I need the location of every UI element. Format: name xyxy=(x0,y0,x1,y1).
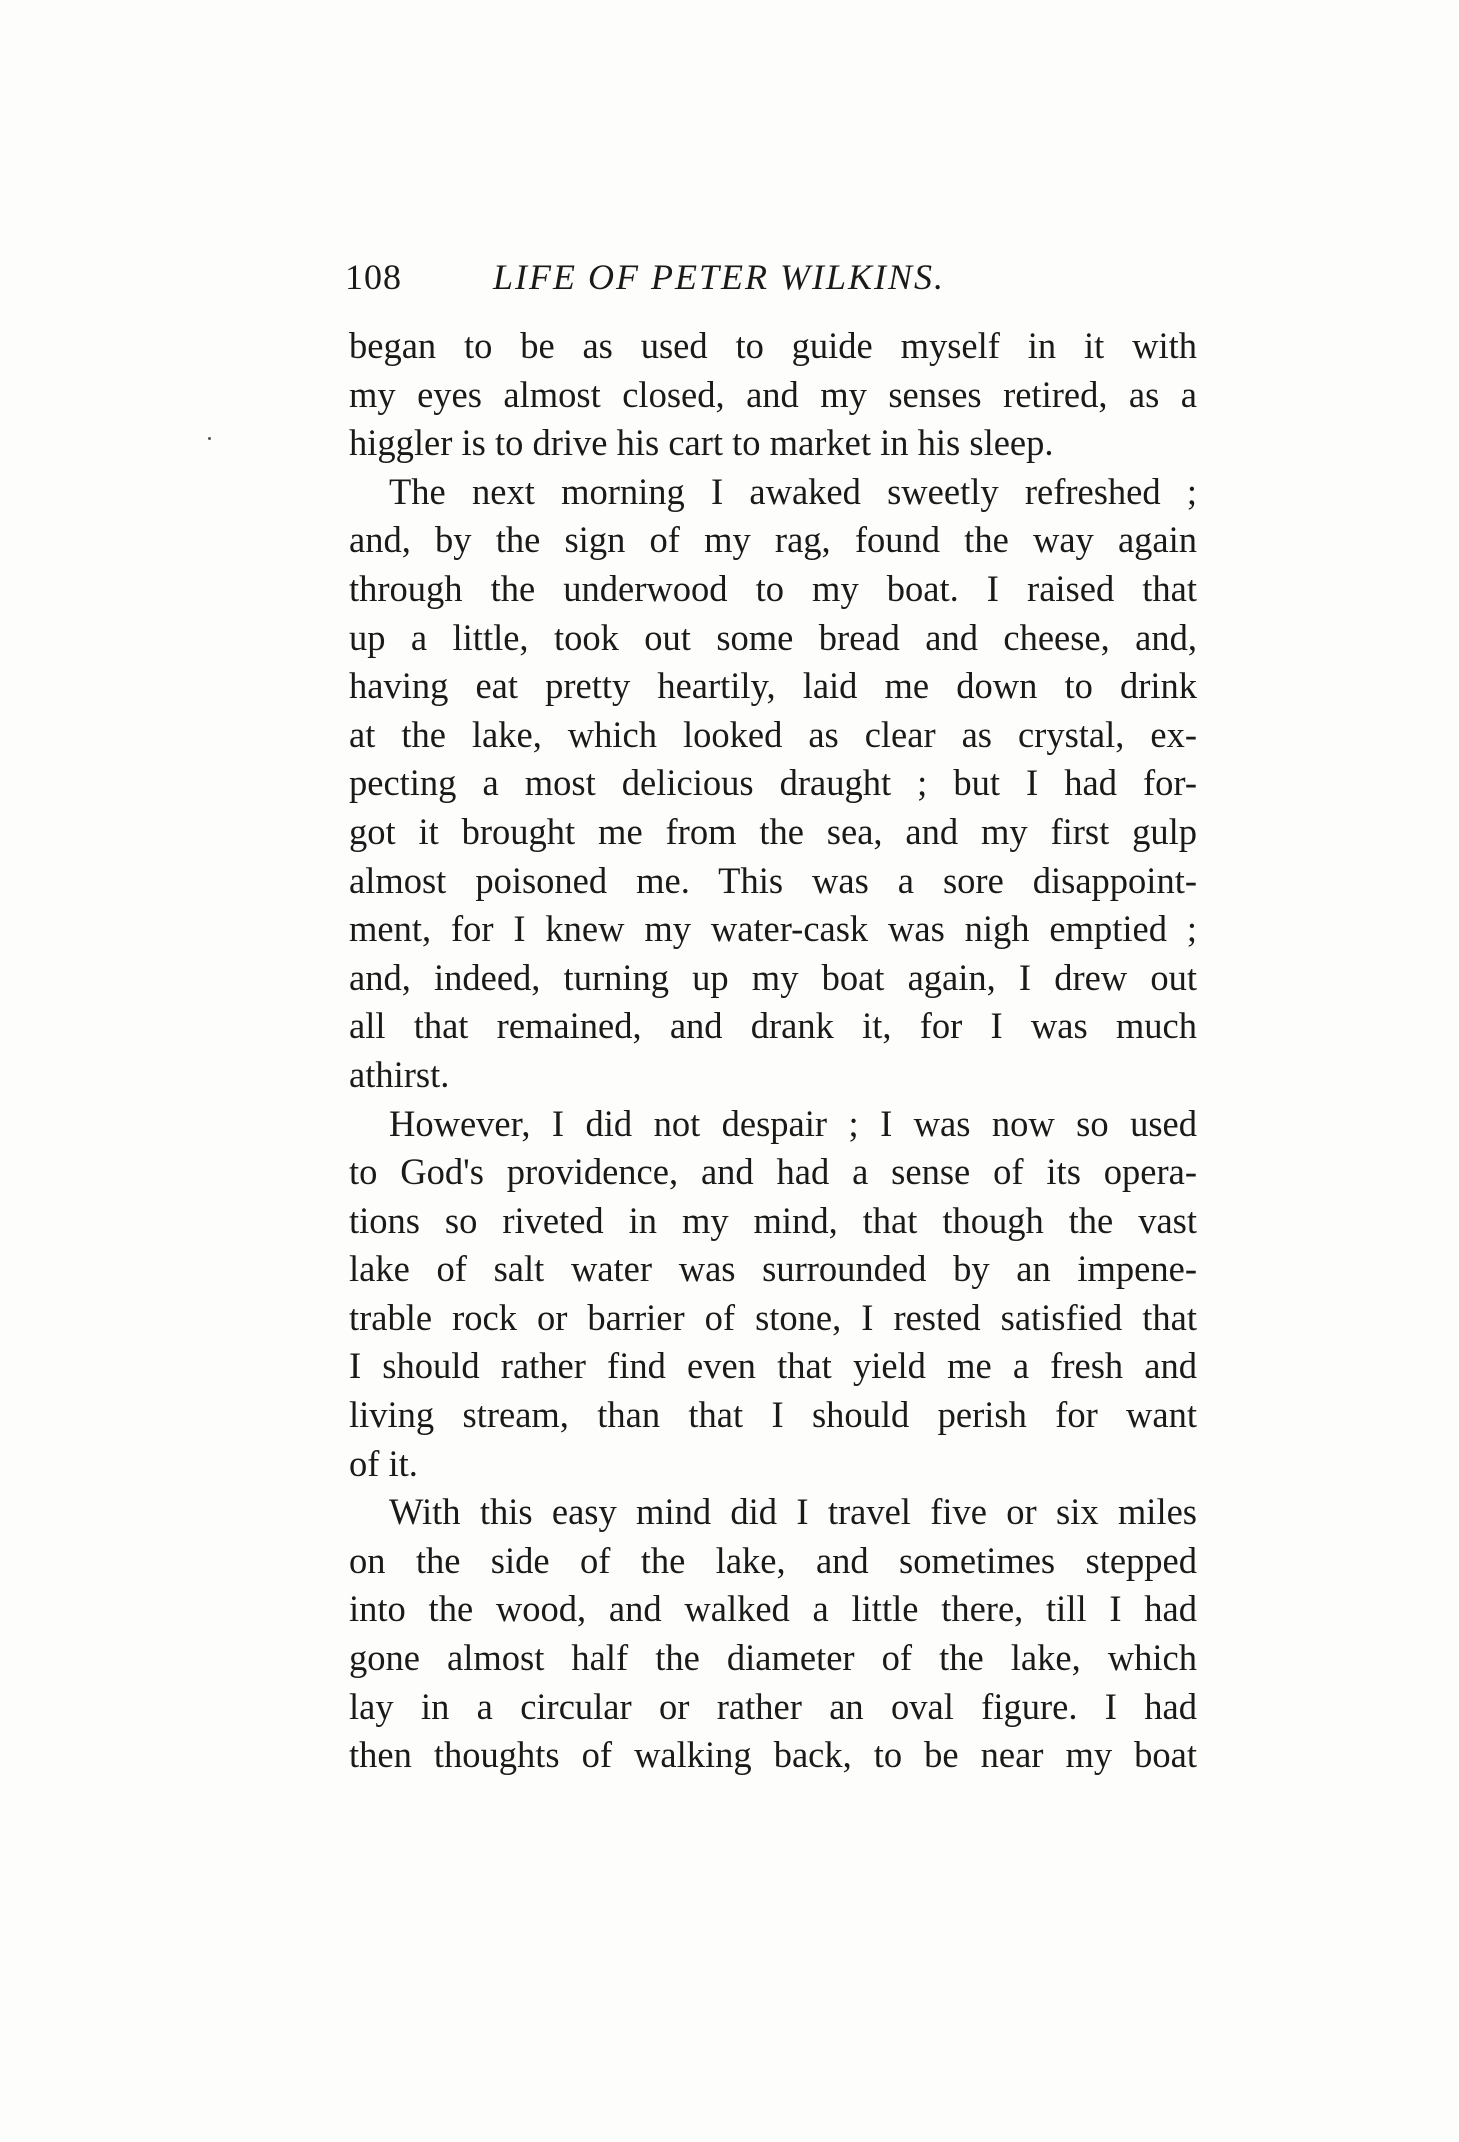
text-line: trable rock or barrier of stone, I rested satisfied that xyxy=(349,1296,1197,1338)
text-line: lay in a circular or rather an oval figure. I had xyxy=(349,1685,1197,1727)
text-line: on the side of the lake, and sometimes stepped xyxy=(349,1539,1197,1581)
text-line: of it. xyxy=(349,1442,418,1484)
paragraph-first-line: With this easy mind did I travel five or six miles xyxy=(389,1491,1197,1533)
stray-ink-mark xyxy=(208,437,211,440)
text-line: gone almost half the diameter of the lake, which xyxy=(349,1637,1197,1679)
text-line: living stream, than that I should perish for want xyxy=(349,1394,1197,1436)
text-line: all that remained, and drank it, for I was much xyxy=(349,1005,1197,1047)
text-line: to God's providence, and had a sense of its opera- xyxy=(349,1151,1197,1193)
text-line: having eat pretty heartily, laid me down to drink xyxy=(349,665,1197,707)
text-line: ment, for I knew my water-cask was nigh emptied ; xyxy=(349,908,1197,950)
text-line: lake of salt water was surrounded by an impene- xyxy=(349,1248,1197,1290)
text-line: my eyes almost closed, and my senses retired, as a xyxy=(349,373,1197,415)
text-line: through the underwood to my boat. I raised that xyxy=(349,567,1197,609)
text-line: tions so riveted in my mind, that though the vast xyxy=(349,1199,1197,1241)
text-line: up a little, took out some bread and cheese, and, xyxy=(349,616,1197,658)
text-line: I should rather find even that yield me a fresh and xyxy=(349,1345,1197,1387)
text-line: then thoughts of walking back, to be near my boat xyxy=(349,1734,1197,1776)
running-head xyxy=(345,252,1205,302)
text-line: pecting a most delicious draught ; but I had for- xyxy=(349,762,1197,804)
text-line: almost poisoned me. This was a sore disappoint- xyxy=(349,859,1197,901)
running-title: LIFE OF PETER WILKINS. xyxy=(493,257,945,297)
text-line: began to be as used to guide myself in it with xyxy=(349,325,1197,366)
page-number: 108 xyxy=(345,257,402,297)
text-line: at the lake, which looked as clear as crystal, ex- xyxy=(349,713,1197,755)
text-line: got it brought me from the sea, and my first gulp xyxy=(349,810,1197,852)
paragraph-first-line: However, I did not despair ; I was now so used xyxy=(389,1102,1197,1144)
text-line: and, indeed, turning up my boat again, I drew out xyxy=(349,956,1197,998)
body-text xyxy=(349,322,1197,1780)
text-line: and, by the sign of my rag, found the way again xyxy=(349,519,1197,561)
text-line: into the wood, and walked a little there, till I had xyxy=(349,1588,1197,1630)
paragraph-first-line: The next morning I awaked sweetly refreshed ; xyxy=(389,470,1197,512)
text-line: higgler is to drive his cart to market in his sleep. xyxy=(349,422,1054,464)
text-line: athirst. xyxy=(349,1053,450,1095)
